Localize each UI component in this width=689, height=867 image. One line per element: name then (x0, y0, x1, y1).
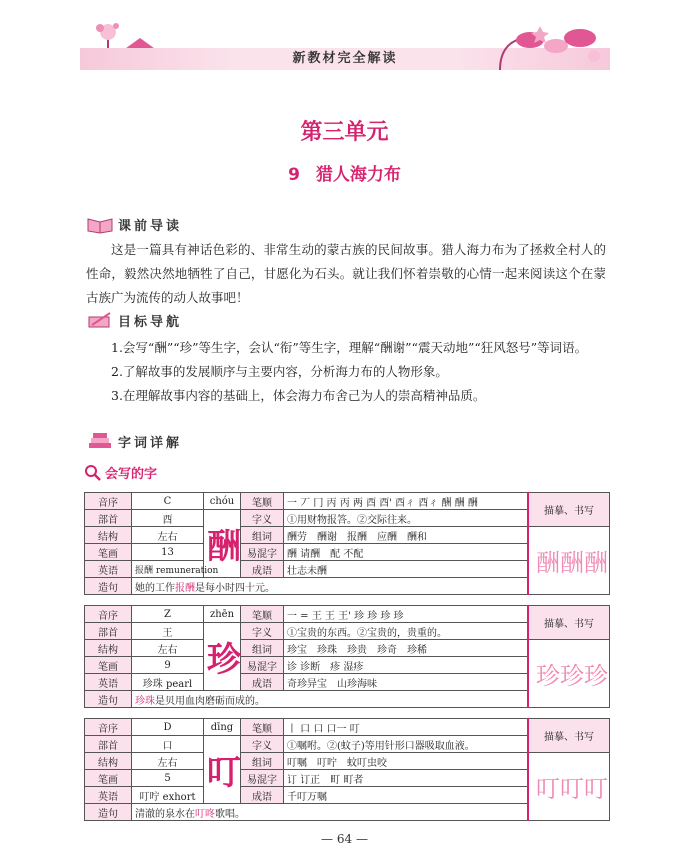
value-english: 报酬 remuneration (132, 561, 204, 578)
zaoju-post: 歌唱。 (215, 808, 245, 820)
label-bishun: 笔顺 (241, 719, 284, 736)
label-zaoju: 造句 (85, 578, 132, 595)
zaoju-pre: 她的工作 (135, 582, 175, 594)
label-bushou: 部首 (85, 623, 132, 640)
unit-title: 第三单元 (300, 120, 389, 145)
value-chengyu: 壮志未酬 (284, 561, 529, 578)
label-bihua: 笔画 (85, 657, 132, 674)
label-yinxu: 音序 (85, 719, 132, 736)
label-yingyu: 英语 (85, 787, 132, 804)
label-bushou: 部首 (85, 510, 132, 527)
section-goals-heading (86, 309, 182, 331)
lesson-name: 猎人海力布 (315, 165, 401, 185)
section-goals-title: 目标导航 (118, 314, 183, 330)
value-ziyi: ①嘱咐。②(蚊子)等用针形口器吸取血液。 (284, 736, 529, 753)
value-yinxu: D (132, 719, 204, 736)
value-zuci: 叮嘱 叮咛 蚊叮虫咬 (284, 753, 529, 770)
value-pinyin: zhēn (204, 606, 241, 623)
value-zuci: 酬劳 酬谢 报酬 应酬 酬和 (284, 527, 529, 544)
trace-glyph: 珍 (584, 662, 608, 690)
char-card-zhen (84, 605, 610, 708)
trace-glyph: 酬 (536, 549, 560, 577)
magnifier-icon (84, 464, 102, 482)
big-char (204, 623, 241, 691)
value-bushou: 酉 (132, 510, 204, 527)
value-bishun: 丨 口 口 口一 叮 (284, 719, 529, 736)
trace-glyph: 叮 (536, 775, 560, 803)
trace-glyph: 酬 (584, 549, 608, 577)
big-char-glyph: 珍 (207, 640, 241, 680)
trace-box[interactable] (528, 753, 610, 821)
value-yinxu: C (132, 493, 204, 510)
value-bihua: 5 (132, 770, 204, 787)
trace-glyph: 叮 (560, 775, 584, 803)
label-miaoxie: 描摹、书写 (528, 606, 610, 640)
label-yinxu: 音序 (85, 493, 132, 510)
label-bishun: 笔顺 (241, 606, 284, 623)
label-jiegou: 结构 (85, 527, 132, 544)
plant-decoration-icon (470, 20, 610, 72)
preview-paragraph: 这是一篇具有神话色彩的、非常生动的蒙古族的民间故事。猎人海力布为了拯救全村人的性命，毅然决然地牺牲了自己，甘愿化为石头。就让我们怀着崇敬的心情一起来阅读这个在蒙古族广为流传的动人故事吧！ (86, 242, 606, 305)
big-char (204, 736, 241, 804)
value-zaoju (132, 691, 529, 708)
lesson-title (0, 160, 689, 185)
pen-book-icon (86, 311, 114, 329)
label-zaoju: 造句 (85, 691, 132, 708)
value-ziyi: ①用财物报答。②交际往来。 (284, 510, 529, 527)
value-pinyin: dīng (204, 719, 241, 736)
label-miaoxie: 描摹、书写 (528, 719, 610, 753)
zaoju-pre: 清澈的泉水在 (135, 808, 195, 820)
char-card-chou (84, 492, 610, 595)
label-yingyu: 英语 (85, 674, 132, 691)
label-bihua: 笔画 (85, 770, 132, 787)
value-jiegou: 左右 (132, 753, 204, 770)
label-yihun: 易混字 (241, 770, 284, 787)
trace-box[interactable] (528, 527, 610, 595)
header-title: 新教材完全解读 (292, 51, 398, 66)
value-jiegou: 左右 (132, 527, 204, 544)
goal-item: 2.了解故事的发展顺序与主要内容，分析海力布的人物形象。 (111, 364, 448, 379)
value-yihun: 订 订正 町 町者 (284, 770, 529, 787)
section-preview-heading (86, 213, 182, 235)
label-jiegou: 结构 (85, 640, 132, 657)
trace-glyph: 叮 (584, 775, 608, 803)
label-yihun: 易混字 (241, 657, 284, 674)
goal-item: 1.会写“酬”“珍”等生字，会认“衔”等生字，理解“酬谢”“震天动地”“狂风怒号”等词语。 (111, 340, 588, 355)
value-jiegou: 左右 (132, 640, 204, 657)
zaoju-highlight: 报酬 (175, 582, 195, 594)
value-bihua: 13 (132, 544, 204, 561)
zaoju-highlight: 叮咚 (195, 808, 215, 820)
value-yinxu: Z (132, 606, 204, 623)
label-chengyu: 成语 (241, 561, 284, 578)
page-header (80, 20, 610, 72)
label-bushou: 部首 (85, 736, 132, 753)
stacked-books-icon (86, 432, 114, 450)
value-english: 珍珠 pearl (132, 674, 204, 691)
label-bishun: 笔顺 (241, 493, 284, 510)
value-chengyu: 千叮万嘱 (284, 787, 529, 804)
big-char-glyph: 叮 (207, 753, 241, 793)
value-yihun: 酬 请酬 配 不配 (284, 544, 529, 561)
trace-glyph: 酬 (560, 549, 584, 577)
value-yihun: 诊 诊断 疹 湿疹 (284, 657, 529, 674)
value-zuci: 珍宝 珍珠 珍贵 珍奇 珍稀 (284, 640, 529, 657)
zaoju-post: 是贝用血肉磨砺而成的。 (155, 695, 265, 707)
goal-item: 3.在理解故事内容的基础上，体会海力布舍己为人的崇高精神品质。 (111, 388, 486, 403)
page-number: — 64 — (321, 832, 368, 846)
trace-glyph: 珍 (560, 662, 584, 690)
value-chengyu: 奇珍异宝 山珍海味 (284, 674, 529, 691)
value-bushou: 王 (132, 623, 204, 640)
label-chengyu: 成语 (241, 787, 284, 804)
label-zuci: 组词 (241, 753, 284, 770)
value-ziyi: ①宝贵的东西。②宝贵的，贵重的。 (284, 623, 529, 640)
value-english: 叮咛 exhort (132, 787, 204, 804)
label-zaoju: 造句 (85, 804, 132, 821)
value-bushou: 口 (132, 736, 204, 753)
write-chars-heading (84, 463, 157, 482)
label-jiegou: 结构 (85, 753, 132, 770)
big-char-glyph: 酬 (207, 527, 241, 567)
label-yingyu: 英语 (85, 561, 132, 578)
value-zaoju (132, 578, 529, 595)
trace-glyph: 珍 (536, 662, 560, 690)
section-preview-title: 课前导读 (118, 218, 183, 234)
label-ziyi: 字义 (241, 623, 284, 640)
label-yihun: 易混字 (241, 544, 284, 561)
value-bishun: 一 丆 冂 丙 丙 两 酉 酉' 酉ㄔ 酉ㄔ 酬 酬 酬 (284, 493, 529, 510)
open-book-icon (86, 215, 114, 233)
label-ziyi: 字义 (241, 736, 284, 753)
char-card-ding (84, 718, 610, 821)
zaoju-post: 是每小时四十元。 (195, 582, 275, 594)
value-bihua: 9 (132, 657, 204, 674)
label-zuci: 组词 (241, 640, 284, 657)
value-bishun: 一 = 王 王 王' 珍 珍 珍 珍 (284, 606, 529, 623)
label-miaoxie: 描摹、书写 (528, 493, 610, 527)
section-words-title: 字词详解 (118, 435, 183, 451)
trace-box[interactable] (528, 640, 610, 708)
value-pinyin: chóu (204, 493, 241, 510)
write-chars-title: 会写的字 (105, 467, 158, 482)
zaoju-highlight: 珍珠 (135, 695, 155, 707)
label-zuci: 组词 (241, 527, 284, 544)
label-chengyu: 成语 (241, 674, 284, 691)
value-zaoju (132, 804, 529, 821)
section-words-heading (86, 430, 182, 452)
lesson-number: 9 (288, 165, 300, 185)
label-bihua: 笔画 (85, 544, 132, 561)
goals-list (86, 336, 606, 408)
label-yinxu: 音序 (85, 606, 132, 623)
label-ziyi: 字义 (241, 510, 284, 527)
